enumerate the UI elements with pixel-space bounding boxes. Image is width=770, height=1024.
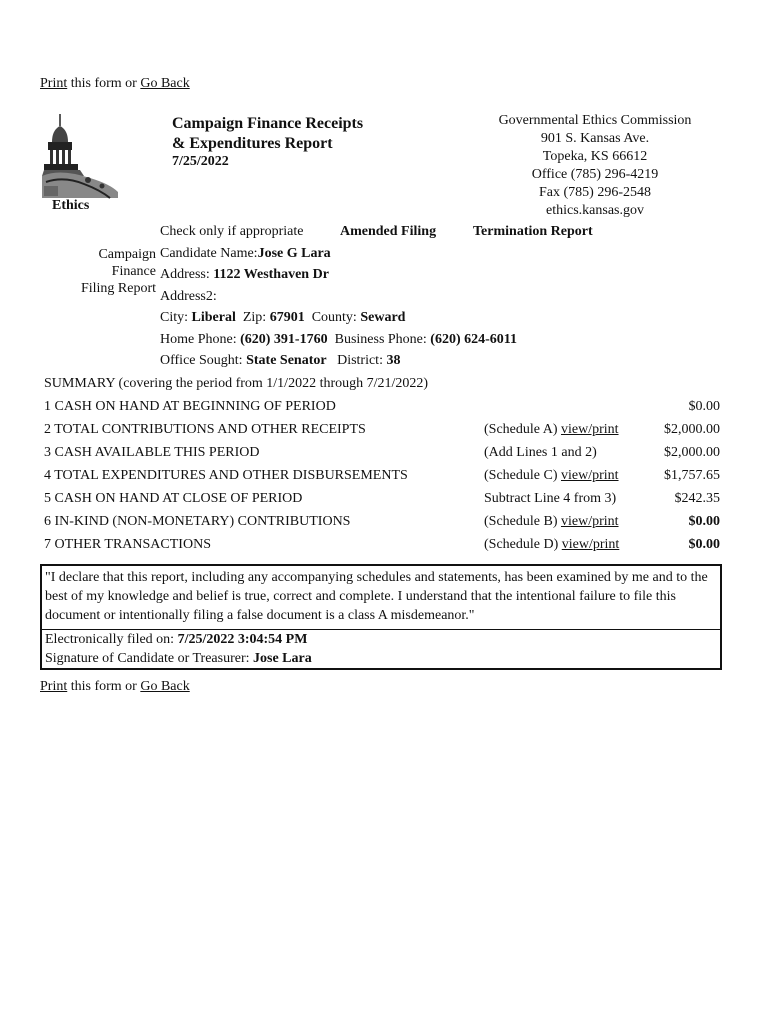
campaign-finance-side-label [81,246,156,297]
schedule-text: (Schedule A) [484,422,561,437]
filed-on-label: Electronically filed on: [45,632,178,647]
business-phone-value: (620) 624-6011 [430,332,518,347]
home-phone-value: (620) 391-1760 [240,332,328,347]
summary-row-amount: $0.00 [688,399,720,414]
summary-row-schedule [484,514,619,530]
declaration-box [40,564,722,670]
commission-website: ethics.kansas.gov [546,203,644,218]
capitol-logo-icon [40,112,122,212]
business-phone-label: Business Phone: [334,332,427,347]
candidate-name: Jose G Lara [257,246,331,261]
summary-row-label: 6 IN-KIND (NON-MONETARY) CONTRIBUTIONS [44,514,351,529]
address2-label: Address2: [160,289,217,304]
view-print-link-schedule-d[interactable]: view/print [561,537,620,552]
address-value: 1122 Westhaven Dr [213,267,329,282]
summary-row-4 [44,468,720,491]
county-label: County: [311,310,357,325]
address-line [160,267,329,283]
report-title-line2: & Expenditures Report [172,135,333,152]
side-label-line2: Finance [111,264,156,279]
top-nav [40,76,190,92]
go-back-link[interactable]: Go Back [140,76,190,91]
summary-heading: SUMMARY (covering the period from 1/1/2022 through 7/21/2022) [44,376,429,391]
summary-row-1 [44,399,720,422]
phone-line [160,332,517,348]
city-value: Liberal [191,310,236,325]
report-title-line1: Campaign Finance Receipts [172,115,364,132]
schedule-text: (Schedule D) [484,537,562,552]
nav-text-bottom: this form or [67,679,141,694]
summary-row-label: 1 CASH ON HAND AT BEGINNING OF PERIOD [44,399,336,414]
office-value: State Senator [246,353,327,368]
summary-row-schedule [484,537,619,553]
schedule-text: (Schedule B) [484,514,561,529]
summary-row-6 [44,514,720,537]
filed-on-value: 7/25/2022 3:04:54 PM [177,632,308,647]
commission-city: Topeka, KS 66612 [542,149,648,164]
address-label: Address: [160,267,210,282]
office-label: Office Sought: [160,353,243,368]
county-value: Seward [360,310,406,325]
zip-label: Zip: [242,310,267,325]
view-print-link-schedule-a[interactable]: view/print [560,422,619,437]
summary-row-5 [44,491,720,514]
candidate-name-line [160,246,331,262]
summary-row-label: 4 TOTAL EXPENDITURES AND OTHER DISBURSEMENTS [44,468,408,483]
candidate-name-label: Candidate Name: [160,246,258,261]
office-line [160,353,400,369]
commission-name: Governmental Ethics Commission [498,113,692,128]
summary-row-label: 7 OTHER TRANSACTIONS [44,537,211,552]
view-print-link-schedule-b[interactable]: view/print [560,514,619,529]
check-label: Check only if appropriate [160,224,304,239]
nav-text: this form or [67,76,141,91]
signature-line [42,649,720,668]
commission-street: 901 S. Kansas Ave. [540,131,650,146]
summary-row-schedule [484,422,619,438]
zip-value: 67901 [269,310,305,325]
summary-row-amount: $2,000.00 [664,445,720,460]
summary-row-amount: $1,757.65 [664,468,720,483]
commission-info [482,112,708,220]
address2-line [160,289,217,305]
summary-row-label: 3 CASH AVAILABLE THIS PERIOD [44,445,260,460]
declaration-text: "I declare that this report, including any accompanying schedules and statements, has been examined by me and to the best of my knowledge and belief is true, correct and complete. I understand that the intentional failure to file this document or intentionally filing a false document is a class A misdemeanor." [42,566,720,630]
schedule-text: (Schedule C) [484,468,561,483]
summary-row-label: 2 TOTAL CONTRIBUTIONS AND OTHER RECEIPTS [44,422,366,437]
summary-row-3 [44,445,720,468]
bottom-nav [40,679,190,695]
print-link[interactable]: Print [40,76,68,91]
signature-label: Signature of Candidate or Treasurer: [45,651,254,666]
summary-row-schedule: Subtract Line 4 from 3) [484,491,617,506]
summary-row-schedule: (Add Lines 1 and 2) [484,445,597,460]
commission-office-phone: Office (785) 296-4219 [531,167,659,182]
summary-row-amount: $2,000.00 [664,422,720,437]
city-line [160,310,405,326]
signature-value: Jose Lara [253,651,312,666]
report-date: 7/25/2022 [172,154,229,169]
summary-row-2 [44,422,720,445]
district-value: 38 [386,353,401,368]
print-link-bottom[interactable]: Print [40,679,68,694]
home-phone-label: Home Phone: [160,332,237,347]
summary-row-label: 5 CASH ON HAND AT CLOSE OF PERIOD [44,491,303,506]
summary-row-amount: $242.35 [674,491,720,506]
summary-row-amount: $0.00 [688,514,720,529]
district-label: District: [337,353,383,368]
amended-filing: Amended Filing [340,224,437,239]
summary-row-amount: $0.00 [688,537,720,552]
summary-row-7 [44,537,720,560]
summary-row-schedule [484,468,619,484]
view-print-link-schedule-c[interactable]: view/print [560,468,619,483]
go-back-link-bottom[interactable]: Go Back [140,679,190,694]
commission-fax: Fax (785) 296-2548 [539,185,651,200]
side-label-line1: Campaign [98,247,156,262]
logo-text: Ethics [52,198,90,212]
filed-on-line [42,630,720,649]
termination-report: Termination Report [473,224,593,239]
side-label-line3: Filing Report [80,281,156,296]
city-label: City: [160,310,189,325]
